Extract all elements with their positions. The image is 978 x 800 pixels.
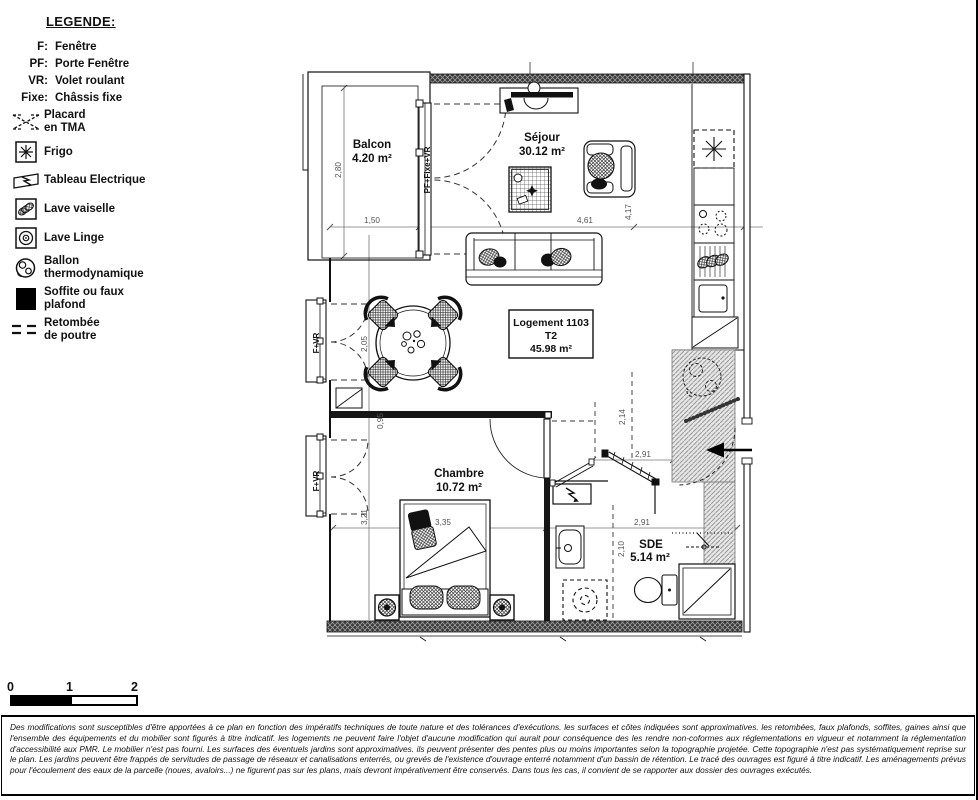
room-label-sde: SDE — [639, 539, 663, 551]
nightstand-left — [375, 595, 399, 620]
toilet — [635, 575, 678, 605]
dim-2-91-b: 2,91 — [634, 518, 650, 527]
legend-label: Tableau Electrique — [44, 174, 146, 186]
scale-bar — [8, 680, 148, 710]
legend-label: Lave vaiselle — [44, 202, 115, 215]
tableau-electrique — [553, 484, 591, 504]
chambre-door-leaf — [544, 419, 550, 478]
room-area-sde: 5.14 m² — [630, 552, 670, 564]
room-area-sejour: 30.12 m² — [518, 146, 566, 158]
dining-table — [359, 291, 466, 395]
dim-0-95: 0,95 — [376, 413, 385, 429]
washing-machine — [563, 580, 607, 620]
sofa — [466, 233, 602, 285]
abbr-f: F: — [37, 41, 48, 53]
window-label-pf: PF+Fixe+VR — [423, 146, 432, 194]
carpet — [509, 167, 551, 212]
abbr-pf: PF: — [29, 58, 48, 70]
dim-1-50: 1,50 — [364, 216, 380, 225]
room-label-chambre: Chambre — [434, 468, 484, 480]
sde-door-leaf — [550, 459, 594, 487]
scale-tick-0: 0 — [7, 680, 14, 694]
scale-bar-graphic — [10, 695, 138, 706]
abbr-f-label: Fenêtre — [55, 41, 97, 53]
legend-label: Soffite ou faux plafond — [44, 286, 124, 311]
abbr-vr-label: Volet roulant — [55, 75, 125, 87]
legend-label: Frigo — [44, 145, 73, 158]
room-label-sejour: Séjour — [524, 132, 560, 144]
unit-info-box — [509, 310, 593, 358]
legend-label: Ballon thermodynamique — [44, 255, 144, 280]
room-label-balcon: Balcon — [352, 139, 392, 151]
armchair — [584, 141, 635, 197]
fridge-icon — [702, 137, 726, 161]
scale-tick-2: 2 — [131, 680, 138, 694]
cooktop — [694, 205, 734, 243]
washbasin — [556, 526, 584, 568]
balcony — [303, 72, 430, 260]
dim-3-21: 3,21 — [360, 509, 369, 525]
disclaimer-text: Des modifications sont susceptibles d'être apportées à ce plan en fonction des impératifs techniques de toute nature et des tolérances d'exécutions. les surfaces et côtes indiquées sont approximatives. les retombées, faux plafonds, soffites, gaines ainsi que l'ensemble des équipements et du mobilier sont figurés à titre indicatif. les logements ne peuvent faire l'objet d'aucune modification qui aurait pour conséquence des les rendre non-coformes aux réglementations en vigueur et notamment la réglementation d'accessibilité aux PMR. Le mobilier n'est pas fourni. Les surfaces des éventuels jardins sont approximatives. ils peuvent présenter des pentes plus ou moins importantes selon la topographie projetée. Cette topographie n'est pas systématiquement reprise sur le plan. Les jardins peuvent être frappés de servitudes de passage de réseaux et canalisations enterrés, ou grevés de l'existence d'ouvrage enterré notamment d'un bassin de rétention. Le tracé des ouvrages est figuré à titre indicatif. Les aménagements prévus pour l'écoulement des eaux de la parcelle (noues, avaloirs...) ne figurent pas sur les plans, mais devront impérativement être conservés. Dans tous les cas, il convient de se rapporter aux dossier des ouvrages exécutés. — [1, 715, 975, 796]
room-area-chambre: 10.72 m² — [435, 482, 483, 494]
window-label-f1: F+VR — [312, 332, 321, 354]
legend-label: Placard en TMA — [44, 109, 86, 134]
dim-4-61: 4,61 — [577, 216, 593, 225]
dim-2-80: 2,80 — [334, 162, 343, 178]
nightstand-right — [490, 595, 514, 620]
dim-2-10: 2,10 — [617, 541, 626, 557]
abbr-fixe: Fixe: — [21, 92, 48, 104]
chambre-door-arc — [490, 419, 548, 478]
abbr-pf-label: Porte Fenêtre — [55, 58, 130, 70]
dim-2-05: 2,05 — [360, 336, 369, 352]
legend-title: LEGENDE: — [46, 14, 116, 29]
abbr-fixe-label: Châssis fixe — [55, 92, 123, 104]
shower — [679, 564, 735, 619]
dim-4-17: 4,17 — [624, 204, 633, 220]
dim-3-35: 3,35 — [435, 518, 451, 527]
room-area-balcon: 4.20 m² — [352, 153, 392, 165]
legend-label: Lave Linge — [44, 231, 105, 244]
entry-hall — [672, 350, 752, 564]
unit-area: 45.98 m² — [529, 343, 573, 355]
unit-number: Logement 1103 — [513, 317, 589, 329]
unit-type: T2 — [544, 330, 558, 342]
legend-label: Retombée de poutre — [44, 317, 100, 342]
tv-stand — [500, 82, 578, 113]
scale-tick-1: 1 — [66, 680, 73, 694]
kitchen-units — [692, 84, 738, 350]
dim-2-14: 2,14 — [618, 409, 627, 425]
abbr-vr: VR: — [28, 75, 48, 87]
dim-2-91-a: 2,91 — [635, 450, 651, 459]
window-label-f2: F+VR — [312, 470, 321, 492]
